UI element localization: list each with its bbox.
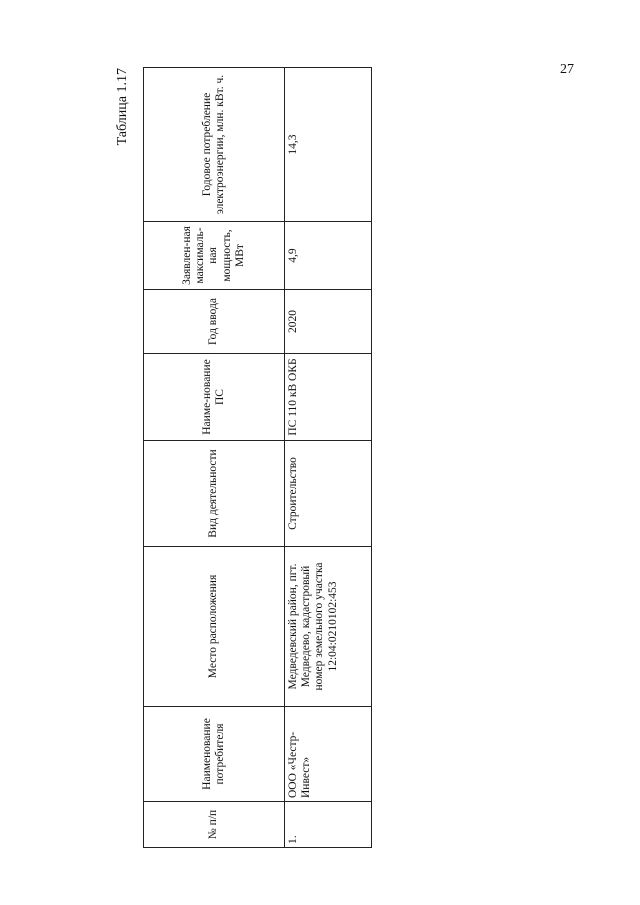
cell-location: Медведевский район, пгт. Медведево, кадастровый номер земельного участка 12:04:0210102:453 (285, 547, 372, 707)
table-caption: Таблица 1.17 (115, 68, 130, 146)
header-substation: Наиме-нование ПС (144, 354, 285, 441)
table-header-row (144, 68, 285, 848)
consumer-table (143, 67, 372, 848)
cell-annual-consumption: 14,3 (285, 68, 372, 222)
cell-number: 1. (285, 802, 372, 848)
cell-max-power: 4,9 (285, 222, 372, 290)
header-number: № п/п (144, 802, 285, 848)
header-max-power: Заявлен-ная максималь-ная мощность, МВт (144, 222, 285, 290)
rotated-table-block (115, 68, 366, 848)
table-row (285, 68, 372, 848)
cell-consumer-name: ООО «Честр-Инвест» (285, 707, 372, 802)
cell-substation: ПС 110 кВ ОКБ (285, 354, 372, 441)
header-consumer-name: Наименование потребителя (144, 707, 285, 802)
header-location: Место расположения (144, 547, 285, 707)
header-annual-consumption: Годовое потребление электроэнергии, млн. кВт. ч. (144, 68, 285, 222)
header-activity: Вид деятельности (144, 441, 285, 547)
cell-year: 2020 (285, 290, 372, 354)
page-number: 27 (560, 62, 574, 77)
header-year: Год ввода (144, 290, 285, 354)
cell-activity: Строительство (285, 441, 372, 547)
